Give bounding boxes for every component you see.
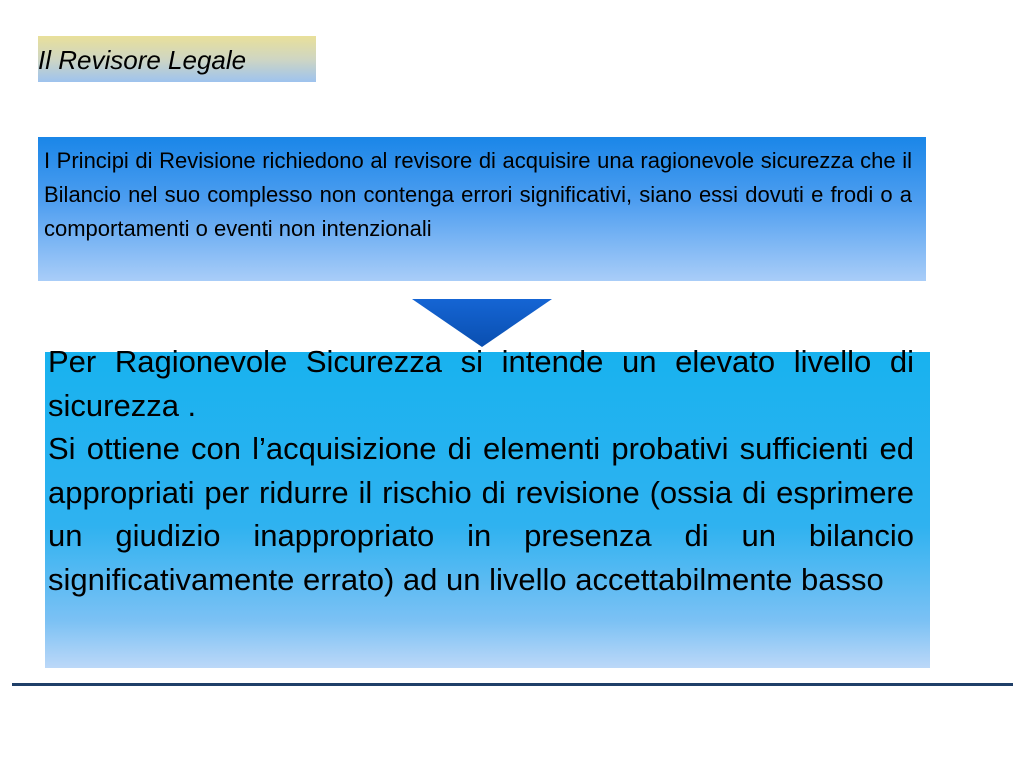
bottom-divider xyxy=(12,683,1013,686)
slide-title: Il Revisore Legale xyxy=(38,45,247,75)
definition-paragraph: Per Ragionevole Sicurezza si intende un elevato livello di sicurezza . xyxy=(48,344,914,423)
method-paragraph: Si ottiene con l’acquisizione di elementi probativi sufficienti ed appropriati per ridurre il rischio di revisione (ossia di esprimere un giudizio inappropriato in presenza di un bilancio significativamente errato) ad un livello accettabilmente basso xyxy=(48,431,914,597)
principles-text: I Principi di Revisione richiedono al revisore di acquisire una ragionevole sicurezza che il Bilancio nel suo complesso non contenga errori significativi, siano essi dovuti e frodi o a comportamenti o eventi non intenzionali xyxy=(44,148,912,241)
reasonable-assurance-text xyxy=(48,340,914,601)
